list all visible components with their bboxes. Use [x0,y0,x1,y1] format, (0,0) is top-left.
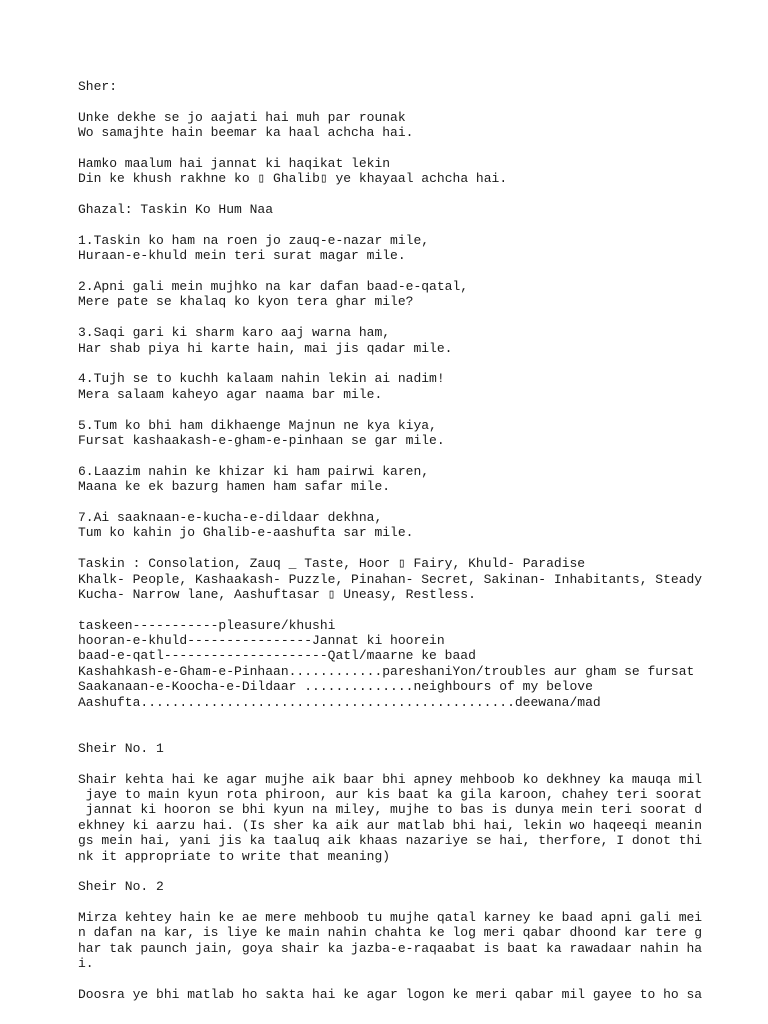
text-line [78,218,758,233]
text-line [78,972,758,987]
text-line: Saakanaan-e-Koocha-e-Dildaar ..............neighbours of my belove [78,679,593,695]
text-line: 1.Taskin ko ham na roen jo zauq-e-nazar mile, [78,232,430,248]
text-line [78,541,758,556]
text-line [78,264,758,279]
text-line: har tak paunch jain, goya shair ka jazba-e-raqaabat is baat ka rawadaar nahin ha [78,940,703,956]
text-line: Kucha- Narrow lane, Aashuftasar ▯ Uneasy, Restless. [78,586,476,602]
text-line: jaye to main kyun rota phiroon, aur kis baat ka gila karoon, chahey teri soorat [78,786,703,802]
text-line: 4.Tujh se to kuchh kalaam nahin lekin ai nadim! [78,371,445,387]
text-line: Wo samajhte hain beemar ka haal achcha hai. [78,125,414,141]
text-line: jannat ki hooron se bhi kyun na miley, mujhe to bas is dunya mein teri soorat d [78,802,703,818]
text-line [78,895,758,910]
text-line: ekhney ki aarzu hai. (Is sher ka aik aur matlab bhi hai, lekin wo haqeeqi meanin [78,817,703,833]
text-line [78,187,758,202]
text-line: baad-e-qatl---------------------Qatl/maarne ke baad [78,648,476,664]
text-line: Maana ke ek bazurg hamen ham safar mile. [78,479,391,495]
text-line [78,725,758,740]
text-line [78,710,758,725]
text-line [78,756,758,771]
text-line: 2.Apni gali mein mujhko na kar dafan baad-e-qatal, [78,279,469,295]
text-line: 6.Laazim nahin ke khizar ki ham pairwi karen, [78,463,430,479]
text-line [78,310,758,325]
text-line [78,141,758,156]
text-line: Ghazal: Taskin Ko Hum Naa [78,202,274,218]
text-line: Taskin : Consolation, Zauq _ Taste, Hoor ▯ Fairy, Khuld- Paradise [78,556,586,572]
text-line: Mere pate se khalaq ko kyon tera ghar mile? [78,294,414,310]
text-line [78,402,758,417]
text-line: Sheir No. 1 [78,740,164,756]
text-line: 3.Saqi gari ki sharm karo aaj warna ham, [78,325,391,341]
text-line: Shair kehta hai ke agar mujhe aik baar bhi apney mehboob ko dekhney ka mauqa mil [78,771,703,787]
text-line [78,864,758,879]
text-line: i. [78,956,94,972]
text-line: nk it appropriate to write that meaning) [78,848,391,864]
text-line: Hamko maalum hai jannat ki haqikat lekin [78,155,391,171]
text-line [78,448,758,463]
text-line: Mirza kehtey hain ke ae mere mehboob tu mujhe qatal karney ke baad apni gali mei [78,910,703,926]
text-line: Aashufta................................................deewana/mad [78,694,601,710]
text-line: taskeen-----------pleasure/khushi [78,617,336,633]
text-line: Khalk- People, Kashaakash- Puzzle, Pinahan- Secret, Sakinan- Inhabitants, Steady [78,571,703,587]
text-line [78,495,758,510]
text-line: Sheir No. 2 [78,879,164,895]
text-line: Din ke khush rakhne ko ▯ Ghalib▯ ye khayaal achcha hai. [78,171,508,187]
document-body [78,79,758,1002]
text-line: Sher: [78,79,118,94]
text-line: 5.Tum ko bhi ham dikhaenge Majnun ne kya kiya, [78,417,437,433]
text-line: Mera salaam kaheyo agar naama bar mile. [78,386,383,402]
text-line: Har shab piya hi karte hain, mai jis qadar mile. [78,340,453,356]
text-line [78,94,758,109]
text-line [78,602,758,617]
text-line: 7.Ai saaknaan-e-kucha-e-dildaar dekhna, [78,509,383,525]
text-line: Tum ko kahin jo Ghalib-e-aashufta sar mile. [78,525,414,541]
text-line: Unke dekhe se jo aajati hai muh par rounak [78,109,406,125]
text-line [78,356,758,371]
text-line: n dafan na kar, is liye ke main nahin chahta ke log meri qabar dhoond kar tere g [78,925,703,941]
text-line: Doosra ye bhi matlab ho sakta hai ke agar logon ke meri qabar mil gayee to ho sa [78,987,703,1003]
text-line: Huraan-e-khuld mein teri surat magar mile. [78,248,406,264]
text-line: gs mein hai, yani jis ka taaluq aik khaas nazariye se hai, therfore, I donot thi [78,833,703,849]
text-line: Fursat kashaakash-e-gham-e-pinhaan se gar mile. [78,432,445,448]
text-line: Kashahkash-e-Gham-e-Pinhaan............pareshaniYon/troubles aur gham se fursat [78,663,695,679]
text-line: hooran-e-khuld----------------Jannat ki hoorein [78,633,445,649]
